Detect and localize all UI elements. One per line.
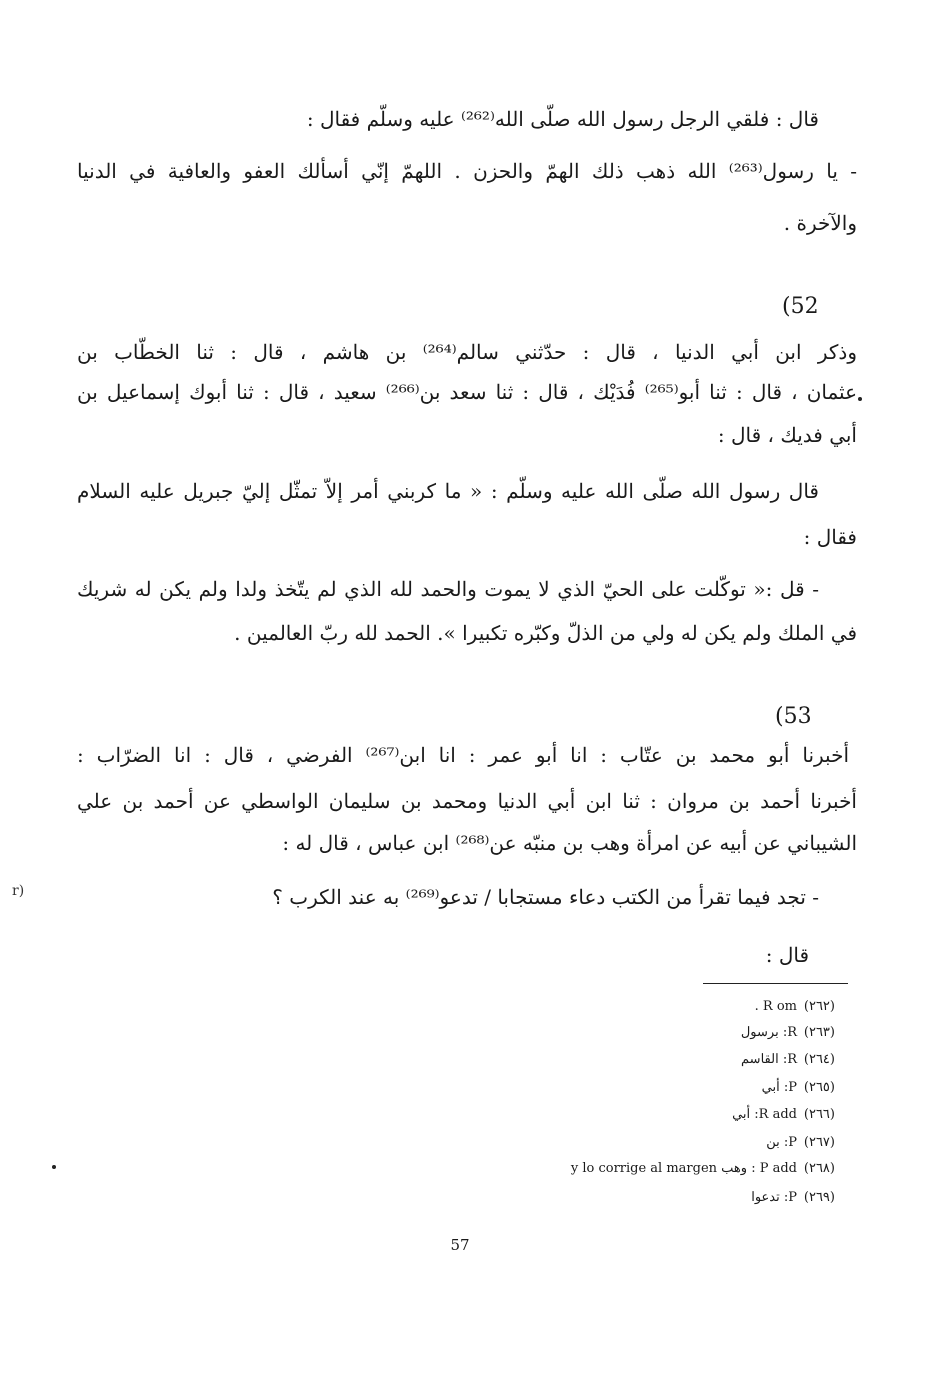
page-number: 57 — [450, 1236, 470, 1254]
footnote-265: P: أبي (٢٦٥) — [761, 1080, 835, 1095]
text-line-10: في الملك ولم يكن له ولي من الذلّ وكبّره تكبيرا ». الحمد لله ربّ العالمين . — [234, 621, 857, 645]
scan-speck — [52, 1165, 56, 1169]
text-line-3: والآخرة . — [783, 211, 857, 235]
footnote-separator — [703, 983, 848, 984]
text-line-1: قال : فلقي الرجل رسول الله صلّى الله⁽²⁶²⁾ عليه وسلّم فقال : — [306, 107, 819, 131]
footnote-264: R: القاسم (٢٦٤) — [741, 1052, 835, 1067]
footnote-268: P add : وهب y lo corrige al margen (٢٦٨) — [570, 1161, 835, 1176]
text-line-4: وذكر ابن أبي الدنيا ، قال : حدّثني سالم⁽²⁶⁴⁾ بن هاشم ، قال : ثنا الخطّاب بن — [77, 340, 857, 364]
text-line-7: قال رسول الله صلّى الله عليه وسلّم : « ما كربني أمر إلاّ تمثّل إليّ جبريل عليه السلام — [77, 479, 819, 503]
footnote-269: P: تدعوا (٢٦٩) — [751, 1190, 835, 1205]
text-line-6: أبي فديك ، قال : — [717, 423, 857, 447]
text-line-2: - يا رسول⁽²⁶³⁾ الله ذهب ذلك الهمّ والحزن . اللهمّ إنّي أسألك العفو والعافية في الدنيا — [77, 159, 858, 183]
text-line-14: - تجد فيما تقرأ من الكتب دعاء مستجابا / تدعو⁽²⁶⁹⁾ به عند الكرب ؟ — [272, 885, 819, 909]
text-line-11: أخبرنا أبو محمد بن عتّاب : انا أبو عمر : انا ابن⁽²⁶⁷⁾ الفرضي ، قال : انا الضرّاب : — [77, 743, 850, 767]
footnote-262: R om . (٢٦٢) — [754, 999, 835, 1014]
text-line-9: - قل :« توكّلت على الحيّ الذي لا يموت والحمد لله الذي لم يتّخذ ولدا ولم يكن له شريك — [77, 577, 819, 601]
text-line-13: الشيباني عن أبيه عن امرأة وهب بن منبّه عن⁽²⁶⁸⁾ ابن عباس ، قال له : — [282, 831, 857, 855]
footnote-266: R add: أبي (٢٦٦) — [732, 1107, 835, 1122]
text-line-8: فقال : — [803, 525, 857, 549]
text-line-5: عثمان ، قال : ثنا أبو⁽²⁶⁵⁾ فُدَيْك ، قال : ثنا سعد بن⁽²⁶⁶⁾ سعيد ، قال : ثنا أبوك إسماعيل بن — [77, 380, 858, 404]
section-number-53: (53 — [775, 704, 812, 729]
footnote-267: P: بن (٢٦٧) — [766, 1135, 835, 1150]
scan-speck — [858, 397, 862, 401]
text-line-15: قال : — [765, 943, 809, 967]
footnote-263: R: برسول (٢٦٣) — [740, 1025, 835, 1040]
text-line-12: أخبرنا أحمد بن مروان : ثنا ابن أبي الدنيا ومحمد بن سليمان الواسطي عن أحمد بن علي — [77, 789, 857, 813]
margin-folio-mark: r) — [12, 883, 25, 899]
section-number-52: (52 — [782, 294, 819, 319]
